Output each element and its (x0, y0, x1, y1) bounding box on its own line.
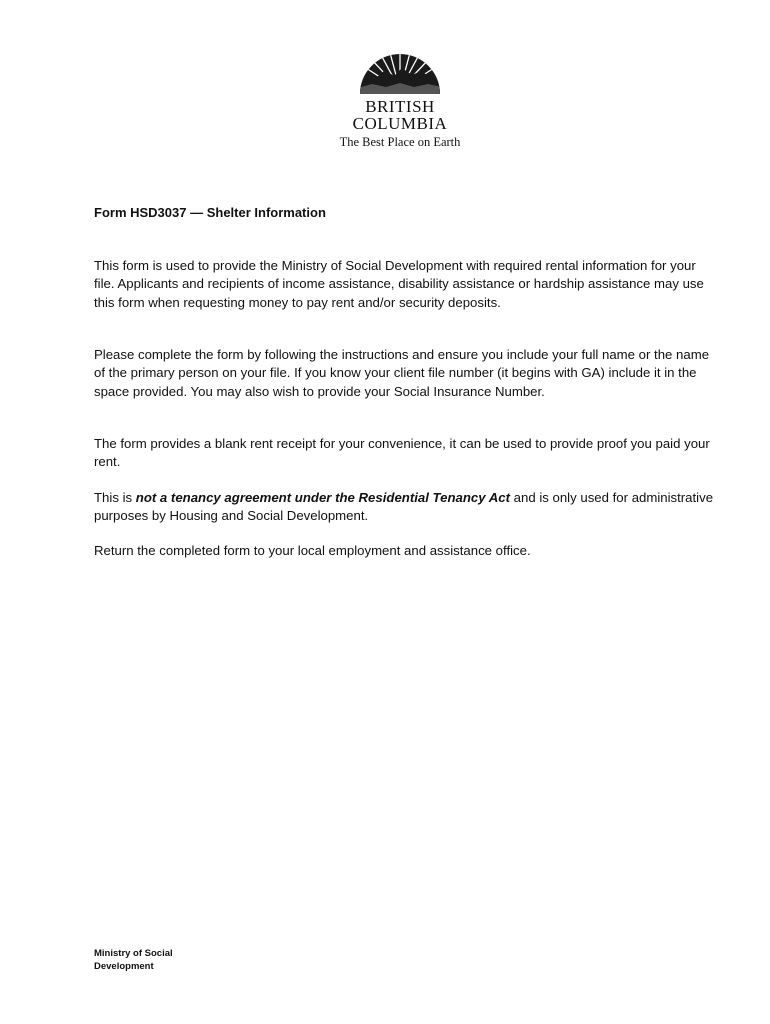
return-paragraph: Return the completed form to your local employment and assistance office. (94, 543, 531, 558)
footer-line-2: Development (94, 960, 154, 972)
disclaimer-suffix: and is only used for administrative purposes by Housing and Social Development. (94, 490, 714, 524)
intro-paragraph: This form is used to provide the Ministry of Social Development with required rental information for your file. Applicants and recipients of income assistance, disability assistance or hardship assistance may use this form when requesting money to pay rent and/or security deposits. (94, 258, 704, 310)
form-title: Form HSD3037 — Shelter Information (94, 205, 326, 220)
rent-receipt-paragraph: The form provides a blank rent receipt for your convenience, it can be used to provide proof you paid your rent. (94, 436, 710, 470)
bc-sun-mountain-emblem (358, 40, 442, 96)
logo-text-columbia: COLUMBIA (352, 114, 448, 133)
logo-tagline: The Best Place on Earth (339, 135, 461, 149)
disclaimer-prefix: This is (94, 490, 136, 505)
footer-ministry (94, 948, 173, 973)
disclaimer-emphasis: not a tenancy agreement under the Residential Tenancy Act (135, 490, 510, 505)
footer-line-1: Ministry of Social (94, 948, 173, 959)
logo-text-british: BRITISH (365, 97, 435, 116)
bc-logo (330, 40, 470, 150)
instructions-paragraph: Please complete the form by following the instructions and ensure you include your full name or the name of the primary person on your file. If you know your client file number (it begins with GA) include it in the space provided. You may also wish to provide your Social Insurance Number. (94, 347, 710, 399)
disclaimer-paragraph (94, 489, 719, 526)
